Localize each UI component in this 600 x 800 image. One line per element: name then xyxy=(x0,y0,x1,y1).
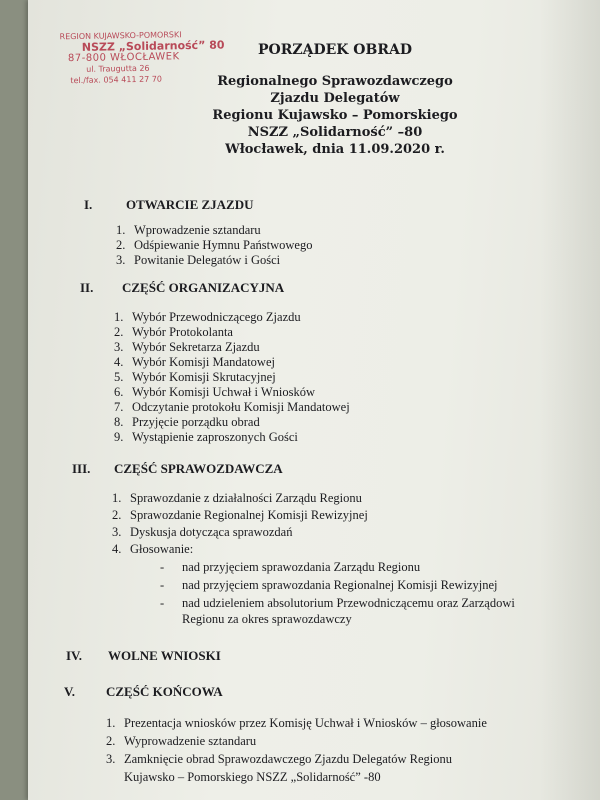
item-number: 3. xyxy=(114,340,124,354)
item-number: 3. xyxy=(112,525,122,539)
section-1-heading xyxy=(84,197,254,213)
region-stamp xyxy=(59,29,225,87)
list-item xyxy=(114,355,275,370)
section-title: CZĘŚĆ SPRAWOZDAWCZA xyxy=(114,461,283,476)
list-item xyxy=(116,253,280,268)
list-item xyxy=(106,716,487,731)
list-item xyxy=(114,325,233,340)
list-item xyxy=(106,734,256,749)
item-text: Dyskusja dotycząca sprawozdań xyxy=(130,525,293,539)
document-header xyxy=(190,42,480,158)
item-number: 8. xyxy=(114,415,124,429)
section-5-heading xyxy=(64,684,223,700)
list-item xyxy=(112,525,292,540)
list-item-continuation: Kujawsko – Pomorskiego NSZZ „Solidarność” -80 xyxy=(124,770,381,784)
list-item xyxy=(114,340,260,355)
section-number: IV. xyxy=(66,648,83,663)
item-text: Odczytanie protokołu Komisji Mandatowej xyxy=(132,400,350,414)
item-text: Wybór Komisji Mandatowej xyxy=(132,355,275,369)
item-number: 2. xyxy=(112,508,122,522)
sub-item-text: nad udzieleniem absolutorium Przewodniczącemu oraz Zarządowi xyxy=(182,596,515,610)
header-line-5: Włocławek, dnia 11.09.2020 r. xyxy=(225,142,445,157)
item-number: 1. xyxy=(106,716,116,730)
item-number: 2. xyxy=(116,238,126,252)
section-number: II. xyxy=(80,280,94,295)
list-item xyxy=(106,752,452,767)
item-text: Wybór Komisji Uchwał i Wniosków xyxy=(132,385,316,399)
item-text: Wybór Sekretarza Zjazdu xyxy=(132,340,260,354)
list-item xyxy=(114,430,298,445)
item-text: Wybór Komisji Skrutacyjnej xyxy=(132,370,276,384)
section-number: I. xyxy=(84,197,93,212)
item-number: 2. xyxy=(106,734,116,748)
stamp-line-4: ul. Traugutta 26 xyxy=(86,63,150,74)
item-text: Prezentacja wniosków przez Komisję Uchwał i Wniosków – głosowanie xyxy=(124,716,487,730)
section-number: III. xyxy=(72,461,91,476)
item-text: Zamknięcie obrad Sprawozdawczego Zjazdu Delegatów Regionu xyxy=(124,752,452,766)
header-line-4: NSZZ „Solidarność” –80 xyxy=(247,125,423,140)
item-number: 3. xyxy=(106,752,116,766)
section-title: CZĘŚĆ KOŃCOWA xyxy=(106,684,223,699)
list-item xyxy=(112,508,368,523)
item-text: Sprawozdanie Regionalnej Komisji Rewizyjnej xyxy=(130,508,368,522)
item-text: Przyjęcie porządku obrad xyxy=(132,415,260,429)
list-item xyxy=(114,385,315,400)
item-number: 4. xyxy=(112,542,122,556)
document-title: PORZĄDEK OBRAD xyxy=(258,42,412,58)
item-text: Odśpiewanie Hymnu Państwowego xyxy=(134,238,313,252)
item-text: Wyprowadzenie sztandaru xyxy=(124,734,257,748)
item-number: 1. xyxy=(112,491,122,505)
section-title: WOLNE WNIOSKI xyxy=(108,648,221,663)
item-number: 4. xyxy=(114,355,124,369)
background-grid-paper xyxy=(0,0,30,800)
section-number: V. xyxy=(64,684,75,699)
item-text: Głosowanie: xyxy=(130,542,194,556)
list-item xyxy=(116,238,312,253)
stamp-line-3: 87-800 WŁOCŁAWEK xyxy=(67,51,180,65)
section-4-heading xyxy=(66,648,221,664)
stamp-line-5: tel./fax. 054 411 27 70 xyxy=(70,74,163,86)
section-3-heading xyxy=(72,461,283,477)
item-text: Wybór Przewodniczącego Zjazdu xyxy=(132,310,301,324)
item-number: 9. xyxy=(114,430,124,444)
item-number: 1. xyxy=(116,223,126,237)
sub-item xyxy=(160,578,498,593)
item-number: 5. xyxy=(114,370,124,384)
dash-marker: - xyxy=(160,578,165,592)
sub-item-text: nad przyjęciem sprawozdania Zarządu Regionu xyxy=(182,560,421,574)
list-item xyxy=(114,415,260,430)
section-2-heading xyxy=(80,280,284,296)
item-text: Wybór Protokolanta xyxy=(132,325,233,339)
item-text: Powitanie Delegatów i Gości xyxy=(134,253,281,267)
list-item xyxy=(116,223,261,238)
item-number: 6. xyxy=(114,385,124,399)
stamp-line-2: NSZZ „Solidarność” 80 xyxy=(81,38,225,54)
item-number: 3. xyxy=(116,253,126,267)
list-item xyxy=(112,491,362,506)
header-line-3: Regionu Kujawsko – Pomorskiego xyxy=(212,108,458,123)
sub-item xyxy=(160,596,515,611)
dash-marker: - xyxy=(160,560,165,574)
header-line-2: Zjazdu Delegatów xyxy=(270,91,400,106)
sub-item-text: nad przyjęciem sprawozdania Regionalnej Komisji Rewizyjnej xyxy=(182,578,498,592)
section-title: OTWARCIE ZJAZDU xyxy=(126,197,254,212)
list-item xyxy=(114,370,276,385)
item-text: Wprowadzenie sztandaru xyxy=(134,223,261,237)
list-item xyxy=(112,542,193,557)
item-number: 7. xyxy=(114,400,124,414)
list-item xyxy=(114,310,301,325)
header-line-1: Regionalnego Sprawozdawczego xyxy=(217,74,453,89)
item-number: 1. xyxy=(114,310,124,324)
stamp-line-1: REGION KUJAWSKO-POMORSKI xyxy=(59,30,182,42)
item-text: Wystąpienie zaproszonych Gości xyxy=(132,430,298,444)
dash-marker: - xyxy=(160,596,165,610)
sub-item-continuation: Regionu za okres sprawozdawczy xyxy=(182,612,352,626)
sub-item xyxy=(160,560,420,575)
item-number: 2. xyxy=(114,325,124,339)
section-title: CZĘŚĆ ORGANIZACYJNA xyxy=(122,280,285,295)
item-text: Sprawozdanie z działalności Zarządu Regionu xyxy=(130,491,362,505)
list-item xyxy=(114,400,350,415)
